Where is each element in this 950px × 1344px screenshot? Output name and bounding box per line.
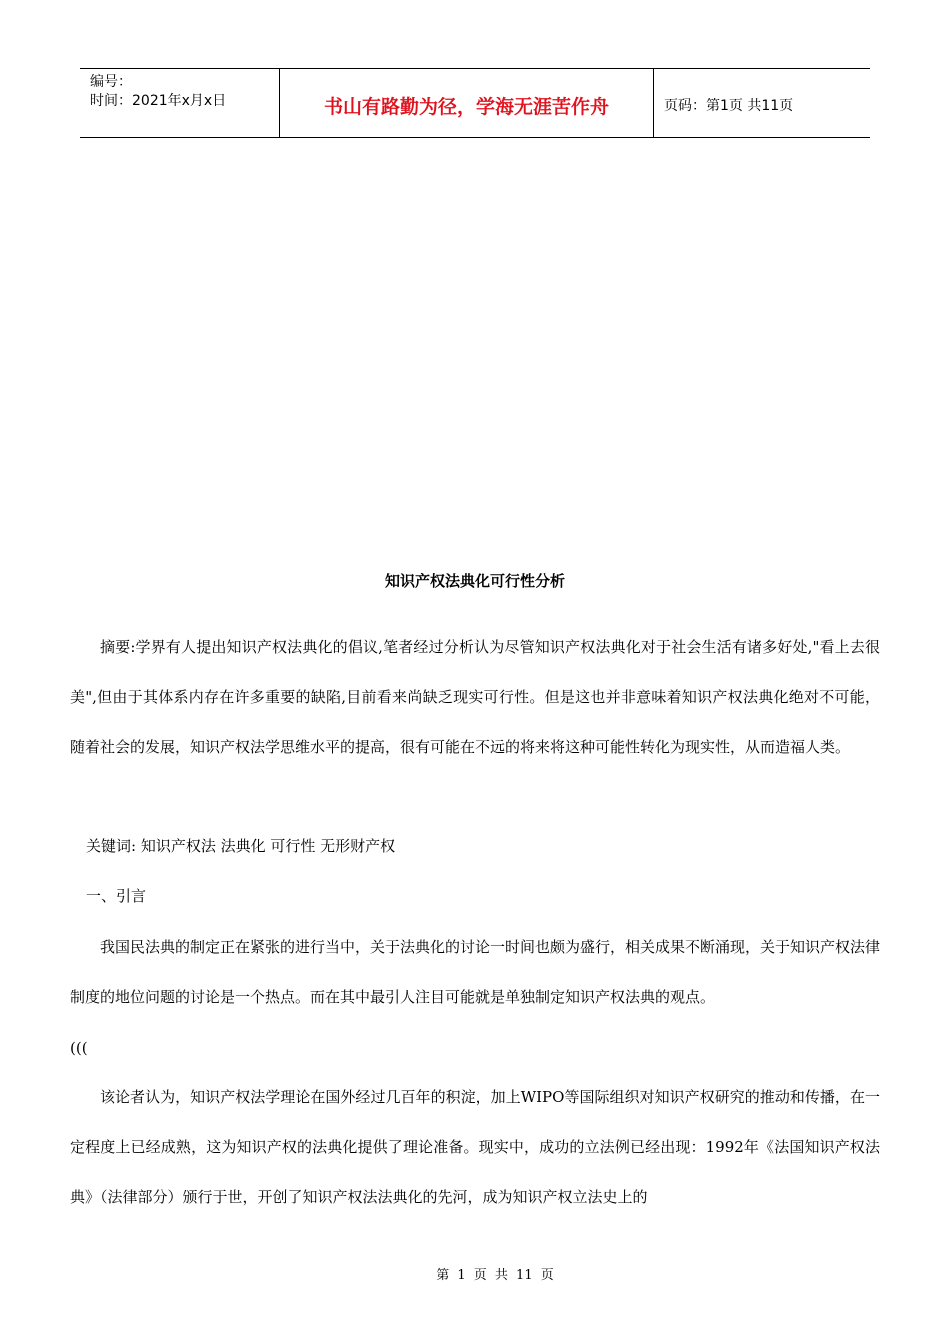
header-motto: 书山有路勤为径，学海无涯苦作舟 [280, 69, 654, 137]
section-heading: 一、引言 [86, 887, 147, 905]
theory-paragraph: 该论者认为，知识产权法学理论在国外经过几百年的积淀，加上WIPO等国际组织对知识产权研究的推动和传播，在一定程度上已经成熟，这为知识产权的法典化提供了理论准备。现实中，成功的立法例已经出现：1992年《法国知识产权法典》（法律部分）颁行于世，开创了知识产权法法典化的先河，成为知识产权立法史上的 [70, 1088, 880, 1206]
document-time-label: 时间：2021年x月x日 [90, 93, 227, 109]
intro-marker: ((( [70, 1039, 88, 1057]
keywords-line: 关键词: 知识产权法 法典化 可行性 无形财产权 [86, 837, 396, 855]
page-header [80, 68, 870, 138]
header-page-info: 页码：第1页 共11页 [664, 98, 794, 114]
header-meta [80, 69, 280, 137]
page-footer: 第 1 页 共 11 页 [436, 1268, 554, 1283]
document-title: 知识产权法典化可行性分析 [384, 572, 565, 590]
abstract-paragraph: 摘要:学界有人提出知识产权法典化的倡议,笔者经过分析认为尽管知识产权法典化对于社会生活有诸多好处,"看上去很美",但由于其体系内存在许多重要的缺陷,目前看来尚缺乏现实可行性。但是这也并非意味着知识产权法典化绝对不可能，随着社会的发展，知识产权法学思维水平的提高，很有可能在不远的将来将这种可能性转化为现实性，从而造福人类。 [70, 638, 880, 756]
document-number-label: 编号： [90, 74, 132, 90]
intro-paragraph: 我国民法典的制定正在紧张的进行当中，关于法典化的讨论一时间也颇为盛行，相关成果不断涌现，关于知识产权法律制度的地位问题的讨论是一个热点。而在其中最引人注目可能就是单独制定知识产权法典的观点。 [70, 938, 881, 1006]
